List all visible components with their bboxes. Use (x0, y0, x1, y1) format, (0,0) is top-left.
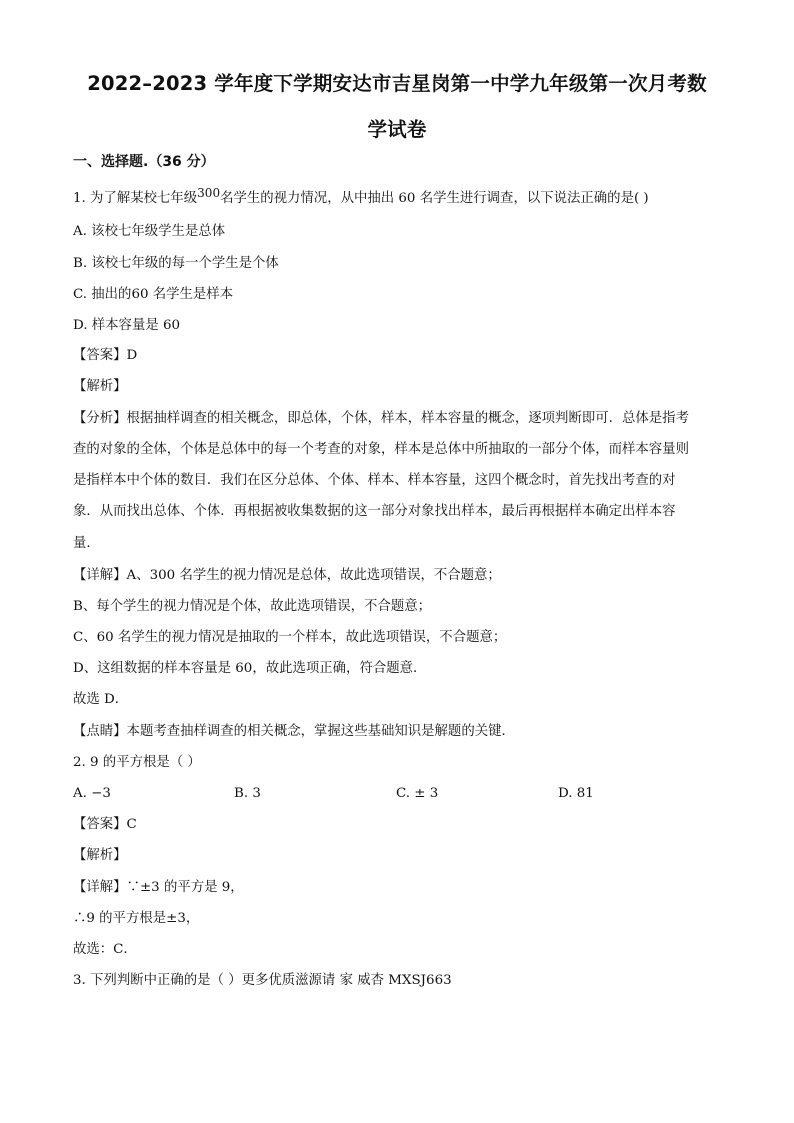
question-2-option-a: A. −3 (73, 786, 111, 801)
question-1-stem-end: 名学生的视力情况，从中抽出 60 名学生进行调查，以下说法正确的是( ) (220, 191, 649, 206)
question-1-detail-line: 【详解】A、300 名学生的视力情况是总体，故此选项错误，不合题意； (73, 568, 501, 583)
question-1-option-b: B. 该校七年级的每一个学生是个体 (73, 256, 279, 271)
question-1-detail-line: 故选 D． (73, 692, 129, 707)
question-1-analysis-line: 量． (73, 536, 100, 551)
question-2-detail-line: 故选：C． (73, 942, 137, 957)
question-1-stem (73, 186, 649, 208)
question-1-detail-line: D、这组数据的样本容量是 60，故此选项正确，符合题意． (73, 661, 427, 676)
exam-title-line-1: 2022–2023 学年度下学期安达市吉星岗第一中学九年级第一次月考数 (87, 72, 707, 95)
question-1-detail-line: B、每个学生的视力情况是个体，故此选项错误，不合题意； (73, 599, 431, 614)
question-1-answer: 【答案】D (73, 348, 138, 363)
question-2-stem: 2. 9 的平方根是（ ） (73, 755, 201, 770)
question-1-analysis-line: 【分析】根据抽样调查的相关概念，即总体，个体，样本，样本容量的概念，逐项判断即可．总体是指考 (73, 411, 689, 426)
exam-title-line-2: 学试卷 (367, 118, 427, 141)
question-2-analysis-label: 【解析】 (73, 848, 127, 863)
question-2-detail-line: ∴9 的平方根是±3， (73, 911, 200, 926)
question-1-option-a: A. 该校七年级学生是总体 (73, 224, 226, 239)
question-2-option-c: C. ± 3 (396, 786, 439, 801)
question-1-detail-line: C、60 名学生的视力情况是抽取的一个样本，故此选项错误，不合题意； (73, 630, 507, 645)
section-heading-choice: 一、选择题.（36 分） (73, 154, 215, 170)
question-1-comment: 【点睛】本题考查抽样调查的相关概念，掌握这些基础知识是解题的关键． (73, 724, 515, 739)
question-1-analysis-label: 【解析】 (73, 379, 127, 394)
question-2-option-b: B. 3 (234, 786, 261, 801)
question-2-option-d: D. 81 (558, 786, 594, 801)
question-1-option-d: D. 样本容量是 60 (73, 318, 181, 333)
question-1-analysis-line: 是指样本中个体的数目．我们在区分总体、个体、样本、样本容量，这四个概念时，首先找出考查的对 (73, 473, 676, 488)
question-1-analysis-line: 象．从而找出总体、个体．再根据被收集数据的这一部分对象找出样本，最后再根据样本确定出样本容 (73, 504, 676, 519)
question-2-detail-line: 【详解】∵±3 的平方是 9， (73, 880, 244, 895)
question-1-option-c: C. 抽出的60 名学生是样本 (73, 287, 234, 302)
question-1-analysis-line: 查的对象的全体，个体是总体中的每一个考查的对象，样本是总体中所抽取的一部分个体，而样本容量则 (73, 442, 689, 457)
question-2-answer: 【答案】C (73, 817, 137, 832)
question-1-stem-start: 1. 为了解某校七年级 (73, 191, 198, 206)
question-1-stem-number: 300 (197, 186, 221, 200)
question-3-stem: 3. 下列判断中正确的是（ ）更多优质滋源请 家 威杏 MXSJ663 (73, 973, 452, 988)
